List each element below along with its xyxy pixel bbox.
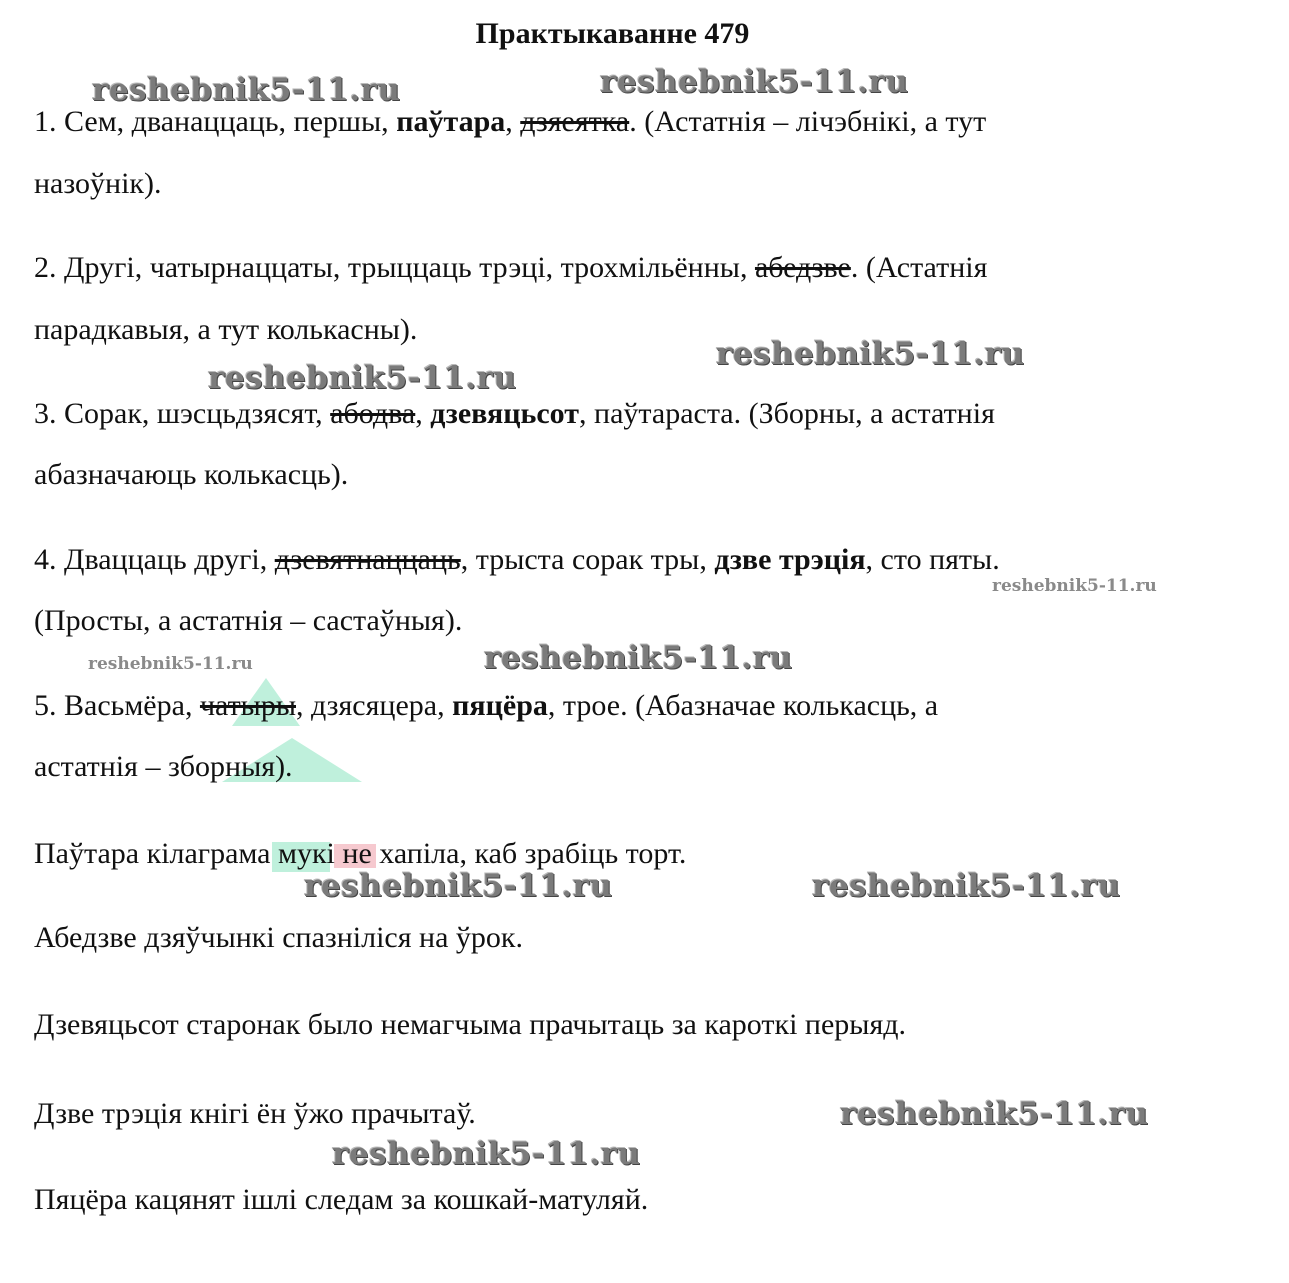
watermark: reshebnik5-11.ru: [716, 336, 1025, 372]
text: , паўтараста. (Зборны, а астатнія: [579, 397, 995, 430]
example-sentence: Абедзве дзяўчынкі спазніліся на ўрок.: [34, 921, 523, 954]
text: . (Астатнія – лічэбнікі, а тут: [629, 105, 987, 138]
text: 4. Дваццаць другі,: [34, 543, 275, 576]
example-sentence: Пяцёра кацянят ішлі следам за кошкай-матуляй.: [34, 1183, 649, 1216]
text: 3. Сорак, шэсцьдзясят,: [34, 397, 331, 430]
struck-word: абедзве: [754, 251, 851, 284]
struck-word: дзевятнаццаць: [274, 543, 461, 576]
item-4-line-1: [34, 540, 1000, 580]
page-title: Практыкаванне 479: [475, 17, 750, 50]
text: ,: [415, 397, 431, 430]
text: ,: [505, 105, 521, 138]
watermark: reshebnik5-11.ru: [332, 1136, 641, 1172]
item-2-line-2: парадкавыя, а тут колькасны).: [34, 313, 418, 346]
text: 1. Сем, дванаццаць, першы,: [34, 105, 397, 138]
example-sentence: Паўтара кілаграма мукі не хапіла, каб зрабіць торт.: [34, 837, 687, 870]
struck-word: чатыры: [199, 689, 296, 722]
item-1-line-1: [34, 102, 986, 142]
watermark: reshebnik5-11.ru: [208, 360, 517, 396]
watermark: reshebnik5-11.ru: [484, 640, 793, 676]
text: , дзясяцера,: [296, 689, 453, 722]
watermark: reshebnik5-11.ru: [840, 1096, 1149, 1132]
text: 2. Другі, чатырнаццаты, трыццаць трэці, трохмільённы,: [34, 251, 755, 284]
item-4-line-2: (Просты, а астатнія – састаўныя).: [34, 604, 463, 637]
watermark: reshebnik5-11.ru: [88, 654, 253, 674]
item-2-line-1: [34, 248, 987, 288]
item-3-line-2: абазначаюць колькасць).: [34, 458, 349, 491]
example-sentence: Дзевяцьсот старонак было немагчыма прачытаць за кароткі перыяд.: [34, 1008, 907, 1041]
item-3-line-1: [34, 394, 995, 434]
item-5-line-2: астатнія – зборныя).: [34, 750, 293, 783]
example-sentence: Дзве трэція кнігі ён ўжо прачытаў.: [34, 1097, 476, 1130]
bold-answer: дзве трэція: [714, 543, 866, 576]
watermark: reshebnik5-11.ru: [92, 72, 401, 108]
text: , трое. (Абазначае колькасць, а: [547, 689, 939, 722]
bold-answer: паўтара: [396, 105, 506, 138]
bold-answer: дзевяцьсот: [430, 397, 580, 430]
watermark: reshebnik5-11.ru: [304, 868, 613, 904]
item-1-line-2: назоўнік).: [34, 167, 162, 200]
watermark: reshebnik5-11.ru: [812, 868, 1121, 904]
text: , трыста сорак тры,: [460, 543, 715, 576]
watermark: reshebnik5-11.ru: [992, 576, 1157, 596]
item-5-line-1: [34, 686, 938, 726]
text: , сто пяты.: [865, 543, 1000, 576]
text: 5. Васьмёра,: [34, 689, 200, 722]
text: . (Астатнія: [850, 251, 988, 284]
bold-answer: пяцёра: [452, 689, 548, 722]
watermark: reshebnik5-11.ru: [600, 64, 909, 100]
struck-word: абодва: [330, 397, 416, 430]
struck-word: дзяеятка: [520, 105, 630, 138]
